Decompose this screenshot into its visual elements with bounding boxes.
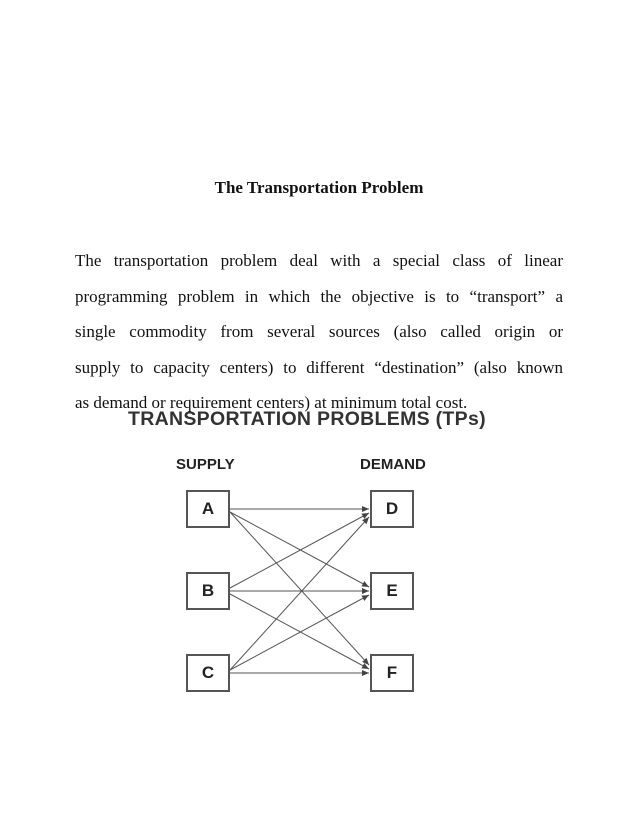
paragraph-line: The transportation problem deal with a special class of linear — [75, 251, 563, 270]
demand-header: DEMAND — [360, 456, 426, 473]
supply-header: SUPPLY — [176, 456, 235, 473]
transportation-diagram — [100, 408, 540, 708]
body-paragraph — [75, 243, 563, 421]
diagram-links — [100, 408, 540, 708]
paragraph-line: supply to capacity centers) to different “destination” (also known — [75, 357, 563, 377]
diagram-title: TRANSPORTATION PROBLEMS (TPs) — [128, 408, 486, 430]
link-b-f — [230, 594, 369, 669]
document-title: The Transportation Problem — [214, 178, 424, 197]
paragraph-line: as demand or requirement centers) at minimum total cost. — [75, 393, 468, 413]
link-a-e — [230, 512, 369, 587]
supply-node-b: B — [186, 572, 230, 610]
demand-node-f: F — [370, 654, 414, 692]
link-b-d — [230, 513, 369, 588]
link-a-f — [230, 512, 369, 665]
paragraph-line: programming problem in which the objective is to “transport” a — [75, 286, 563, 306]
link-c-d — [230, 517, 369, 670]
supply-node-c: C — [186, 654, 230, 692]
link-c-e — [230, 595, 369, 670]
supply-node-a: A — [186, 490, 230, 528]
paragraph-line: single commodity from several sources (also called origin or — [75, 322, 563, 342]
demand-node-d: D — [370, 490, 414, 528]
demand-node-e: E — [370, 572, 414, 610]
